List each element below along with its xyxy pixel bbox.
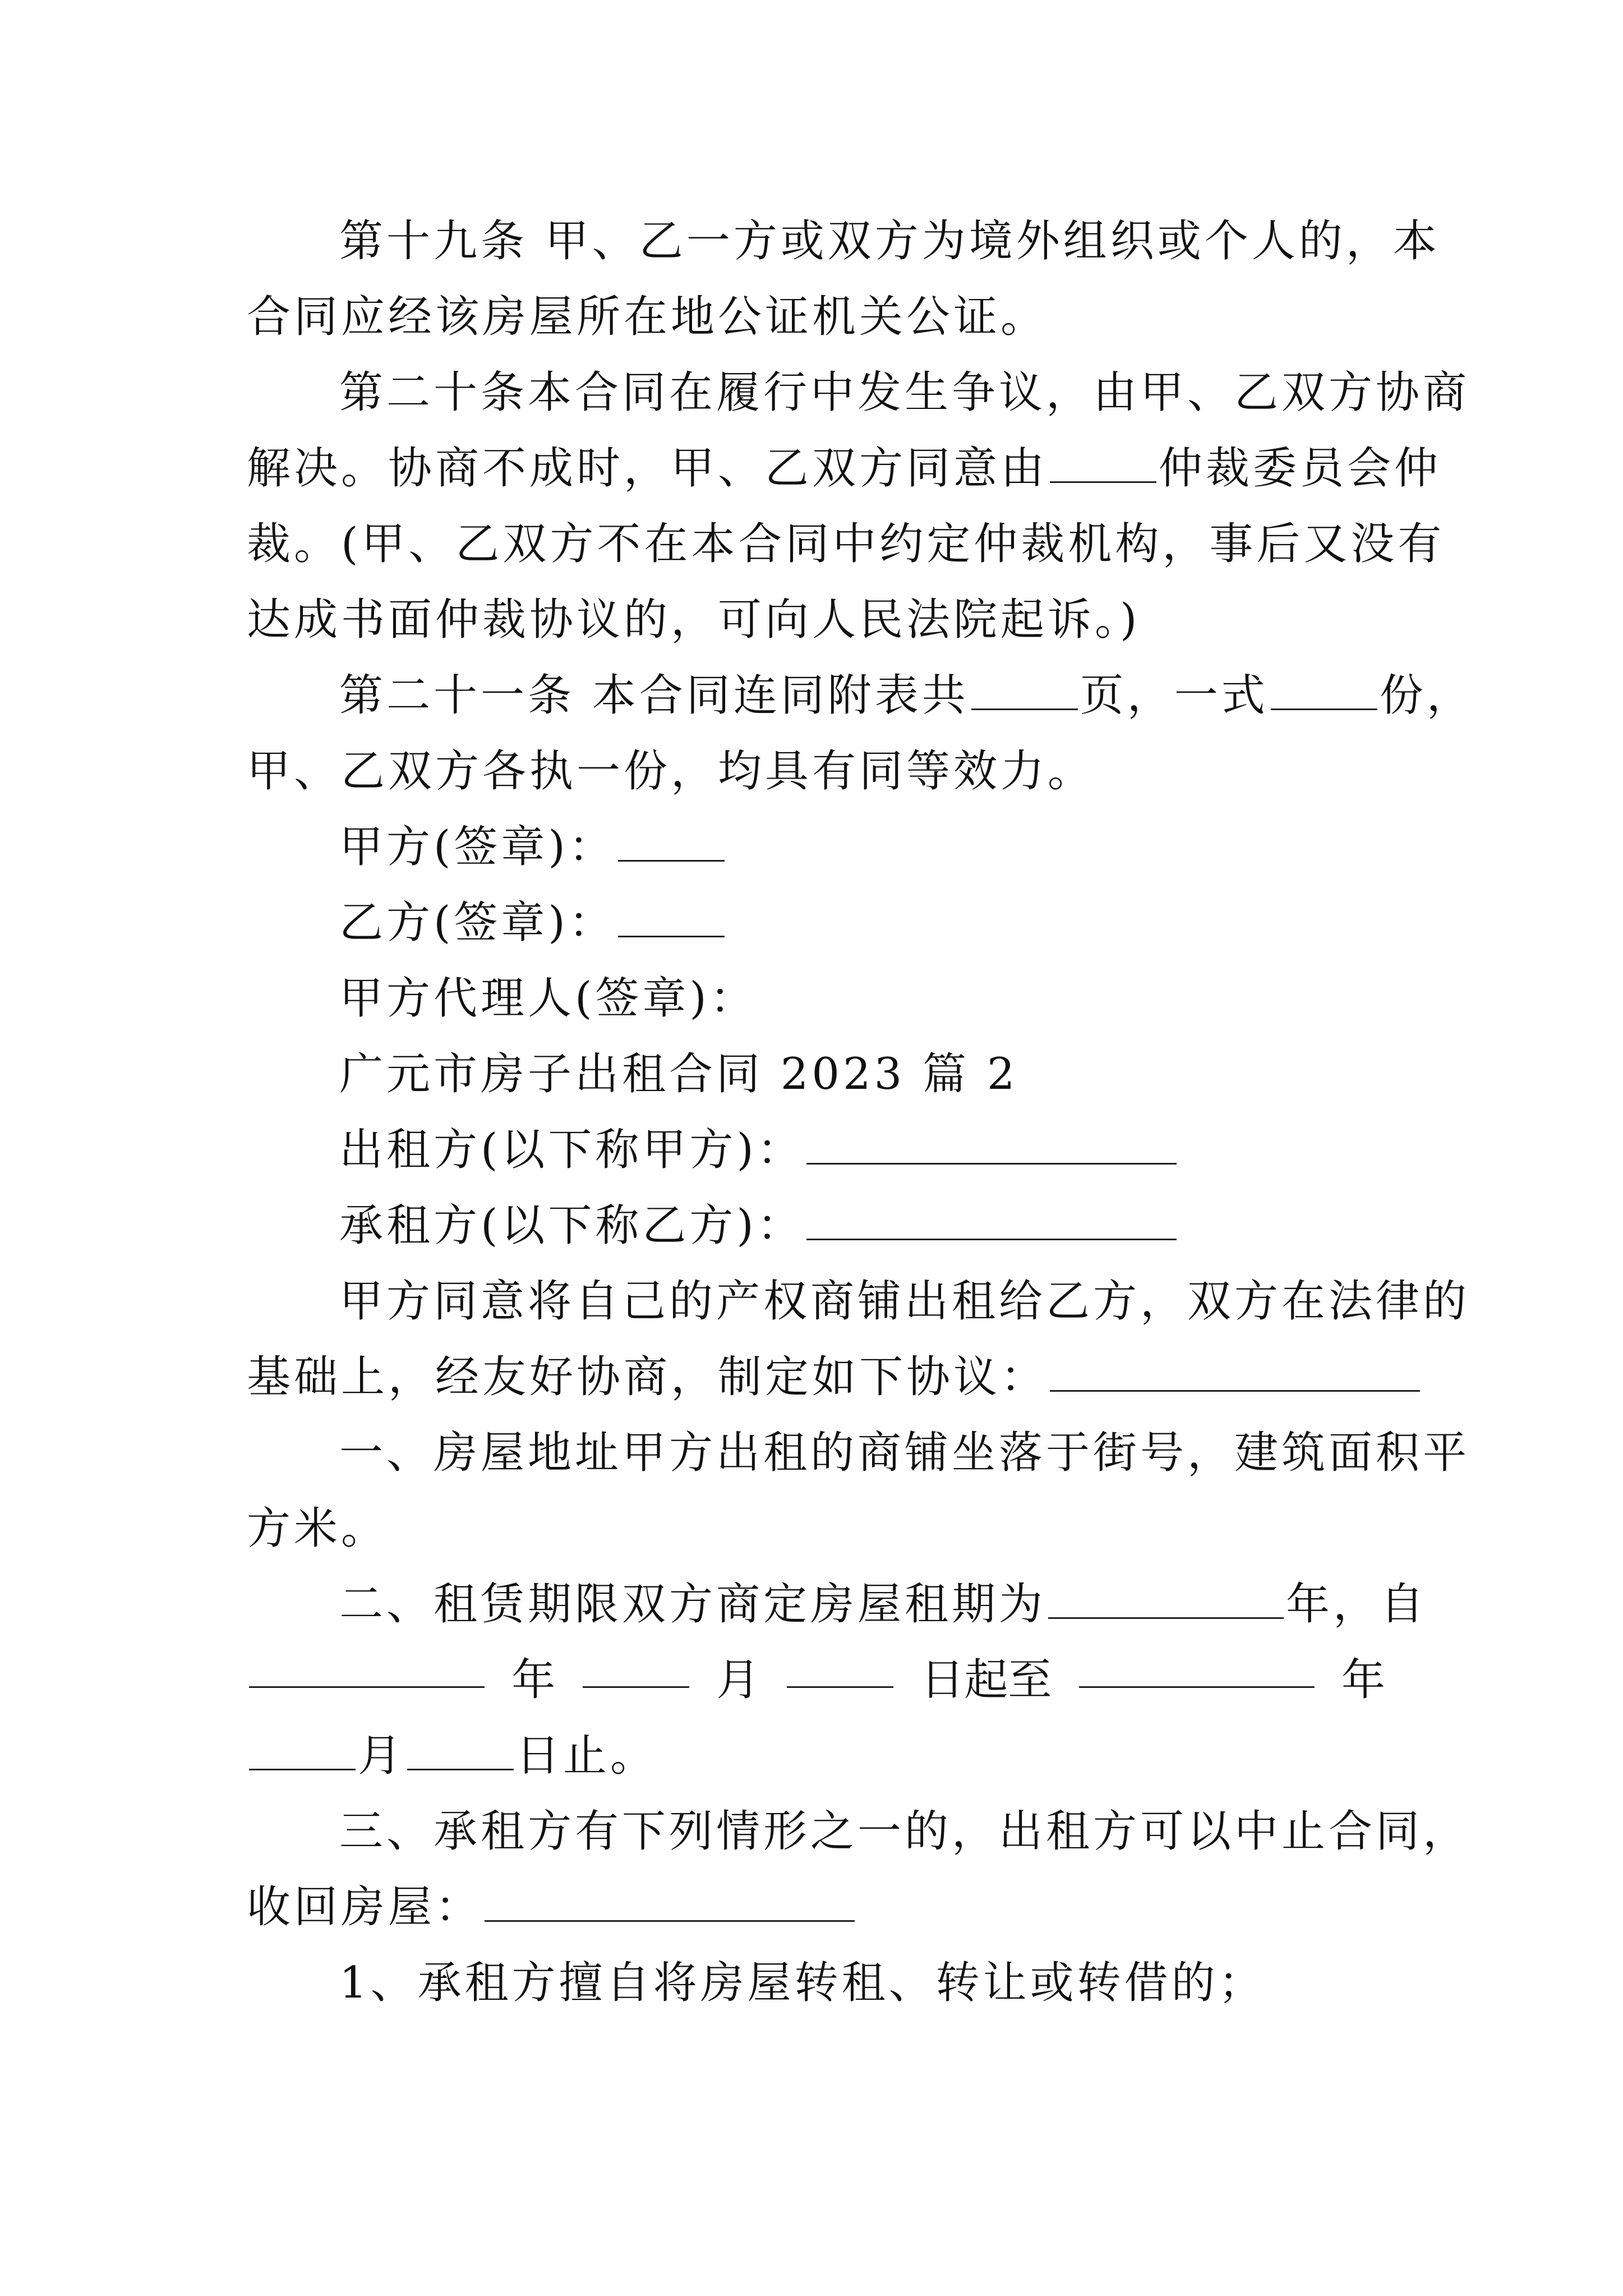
clause-2-year-self: 年，自	[1286, 1579, 1428, 1630]
lessor-line	[339, 1119, 1385, 1181]
start-year-blank[interactable]	[249, 1649, 485, 1688]
end-year-blank[interactable]	[1079, 1649, 1315, 1688]
clause-2-line-3	[247, 1725, 1385, 1787]
start-year-label: 年	[511, 1655, 556, 1705]
party-a-agent-signature: 甲方代理人(签章)：	[339, 973, 757, 1024]
lessor-blank[interactable]	[806, 1126, 1177, 1165]
intro-blank[interactable]	[1050, 1353, 1420, 1392]
copies-blank[interactable]	[1271, 671, 1377, 710]
clause-2-line-2	[247, 1649, 1385, 1711]
party-b-signature-label: 乙方(签章)：	[339, 898, 616, 948]
article-20-text-a: 解决。协商不成时，甲、乙双方同意由	[247, 443, 1048, 494]
article-20-line-3: 裁。(甲、乙双方不在本合同中约定仲裁机构，事后又没有	[247, 519, 1445, 569]
lessee-line	[339, 1195, 1385, 1257]
end-month-label: 月	[358, 1731, 405, 1781]
start-month-blank[interactable]	[583, 1649, 689, 1688]
article-20-text-b: 仲裁委员会仲	[1159, 443, 1442, 494]
intro-line-1: 甲方同意将自己的产权商铺出租给乙方，双方在法律的	[339, 1276, 1470, 1327]
article-19-line-2: 合同应经该房屋所在地公证机关公证。	[247, 292, 1048, 342]
article-21-line-1	[339, 665, 1474, 726]
clause-2-text: 二、租赁期限双方商定房屋租期为	[339, 1579, 1046, 1630]
lessor-label: 出租方(以下称甲方)：	[339, 1125, 804, 1175]
clause-1-line-1: 一、房屋地址甲方出租的商铺坐落于街号，建筑面积平	[339, 1428, 1470, 1478]
article-21-text-b: 页，一式	[1080, 670, 1269, 721]
clause-1-line-2: 方米。	[247, 1503, 389, 1554]
article-19-line-1: 第十九条 甲、乙一方或双方为境外组织或个人的，本	[339, 216, 1440, 266]
section-title: 广元市房子出租合同 2023 篇 2	[339, 1049, 1018, 1099]
clause-3-line-1: 三、承租方有下列情形之一的，出租方可以中止合同，	[339, 1806, 1470, 1857]
article-20-line-2	[247, 438, 1442, 499]
item-1: 1、承租方擅自将房屋转租、转让或转借的；	[339, 1958, 1266, 2008]
lessee-blank[interactable]	[806, 1202, 1177, 1240]
clause-3-line-2	[247, 1876, 1385, 1938]
party-a-signature-blank[interactable]	[618, 823, 725, 862]
end-day-label: 日止。	[516, 1731, 658, 1781]
arbitration-blank[interactable]	[1050, 444, 1156, 483]
end-month-blank[interactable]	[249, 1732, 356, 1770]
party-a-signature	[339, 816, 1385, 878]
clause-3-blank[interactable]	[485, 1883, 855, 1922]
party-a-signature-label: 甲方(签章)：	[339, 822, 616, 872]
article-21-line-2: 甲、乙双方各执一份，均具有同等效力。	[247, 746, 1095, 797]
article-20-line-4: 达成书面仲裁协议的，可向人民法院起诉。)	[247, 595, 1141, 645]
start-day-blank[interactable]	[787, 1649, 893, 1688]
end-year-label: 年	[1341, 1655, 1385, 1705]
intro-text: 基础上，经友好协商，制定如下协议：	[247, 1352, 1048, 1402]
start-day-label: 日起至	[920, 1655, 1052, 1705]
pages-blank[interactable]	[971, 671, 1078, 710]
end-day-blank[interactable]	[407, 1732, 514, 1770]
start-month-label: 月	[716, 1655, 760, 1705]
intro-line-2	[247, 1346, 1385, 1408]
clause-3-text: 收回房屋：	[247, 1882, 483, 1932]
party-b-signature	[339, 892, 1385, 954]
article-21-text-a: 第二十一条 本合同连同附表共	[339, 670, 969, 721]
party-b-signature-blank[interactable]	[618, 899, 725, 937]
lease-term-blank[interactable]	[1048, 1580, 1284, 1619]
clause-2-line-1	[339, 1573, 1428, 1635]
article-21-text-c: 份，	[1379, 670, 1474, 721]
article-20-line-1: 第二十条本合同在履行中发生争议，由甲、乙双方协商	[339, 367, 1470, 418]
lessee-label: 承租方(以下称乙方)：	[339, 1200, 804, 1251]
